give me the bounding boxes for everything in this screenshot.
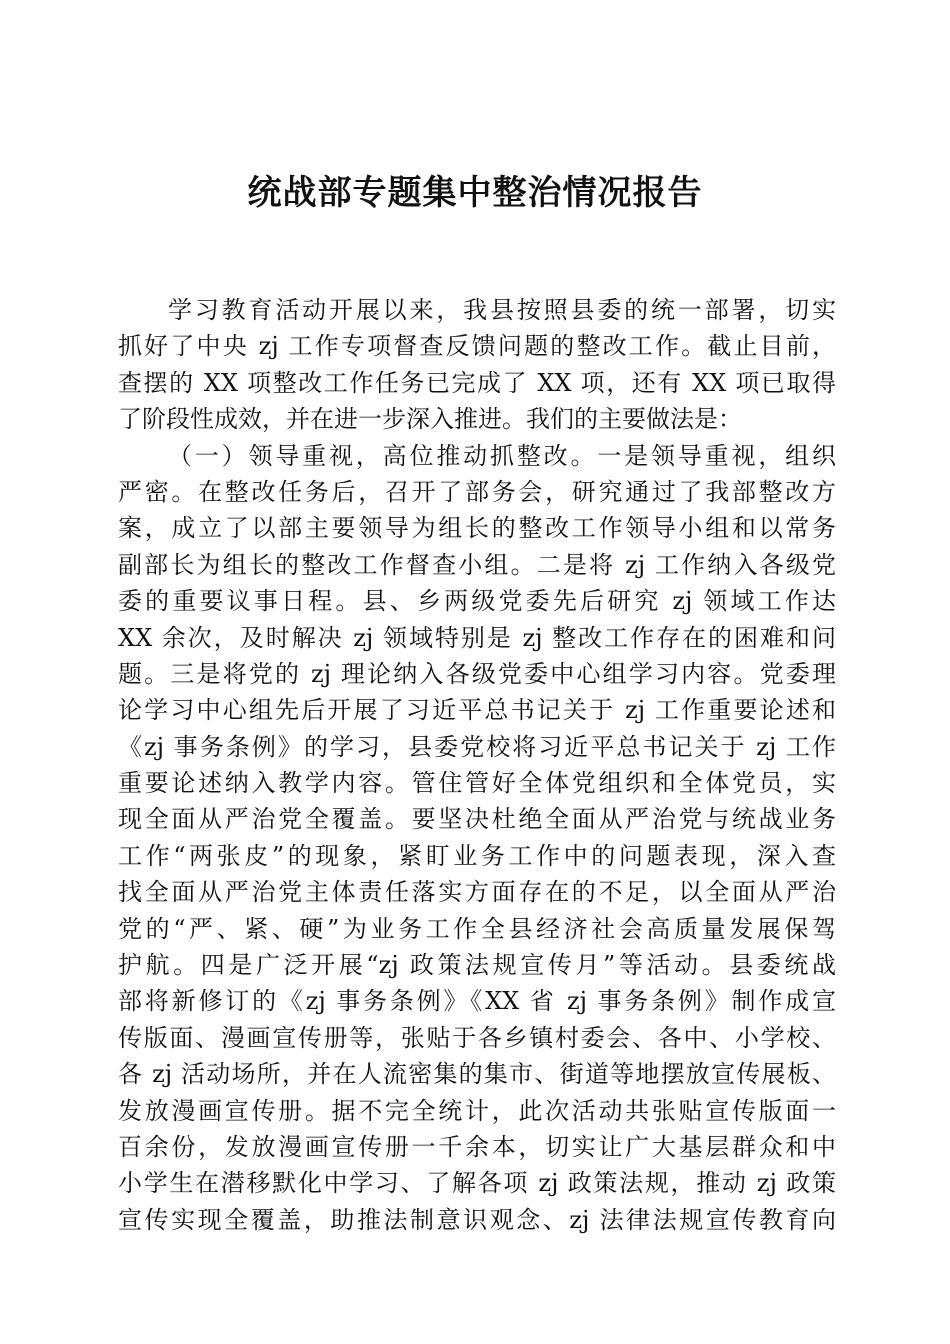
body-line: 题。三是将党的 zj 理论纳入各级党委中心组学习内容。党委理 [118, 659, 836, 688]
body-line: 现全面从严治党全覆盖。要坚决杜绝全面从严治党与统战业务 [118, 805, 836, 834]
body-line: 案，成立了以部主要领导为组长的整改工作领导小组和以常务 [118, 514, 836, 543]
body-line: 学习教育活动开展以来，我县按照县委的统一部署，切实 [168, 296, 836, 324]
body-line: 传版面、漫画宣传册等，张贴于各乡镇村委会、各中、小学校、 [118, 1023, 836, 1052]
body-line: 各 zj 活动场所，并在人流密集的集市、街道等地摆放宣传展板、 [118, 1060, 836, 1089]
body-line: 查摆的 XX 项整改工作任务已完成了 XX 项，还有 XX 项已取得 [118, 368, 836, 397]
body-line: 工作“两张皮”的现象，紧盯业务工作中的问题表现，深入查 [118, 841, 836, 870]
body-line: 副部长为组长的整改工作督查小组。二是将 zj 工作纳入各级党 [118, 550, 836, 579]
document-title: 统战部专题集中整治情况报告 [247, 173, 703, 213]
body-line: 党的“严、紧、硬”为业务工作全县经济社会高质量发展保驾 [118, 914, 836, 943]
body-line: 小学生在潜移默化中学习、了解各项 zj 政策法规，推动 zj 政策 [118, 1169, 836, 1198]
body-line: 百余份，发放漫画宣传册一千余本，切实让广大基层群众和中 [118, 1132, 836, 1161]
body-line: 护航。四是广泛开展“zj 政策法规宣传月”等活动。县委统战 [118, 951, 836, 980]
body-line: 了阶段性成效，并在进一步深入推进。我们的主要做法是： [118, 405, 742, 434]
document-body [118, 292, 836, 1238]
body-line: 宣传实现全覆盖，助推法制意识观念、zj 法律法规宣传教育向 [118, 1205, 836, 1234]
body-line: 部将新修订的《zj 事务条例》《XX 省 zj 事务条例》制作成宣 [118, 987, 836, 1016]
body-line: 论学习中心组先后开展了习近平总书记关于 zj 工作重要论述和 [118, 696, 836, 725]
body-line: 重要论述纳入教学内容。管住管好全体党组织和全体党员，实 [118, 769, 836, 798]
body-line: 《zj 事务条例》的学习，县委党校将习近平总书记关于 zj 工作 [118, 732, 836, 761]
body-line: 找全面从严治党主体责任落实方面存在的不足，以全面从严治 [118, 878, 836, 907]
body-line: 发放漫画宣传册。据不完全统计，此次活动共张贴宣传版面一 [118, 1096, 836, 1125]
body-line: 抓好了中央 zj 工作专项督查反馈问题的整改工作。截止目前， [118, 332, 836, 361]
body-line: 严密。在整改任务后，召开了部务会，研究通过了我部整改方 [118, 477, 836, 506]
body-line: （一）领导重视，高位推动抓整改。一是领导重视，组织 [168, 441, 836, 470]
body-line: XX 余次，及时解决 zj 领域特别是 zj 整改工作存在的困难和问 [118, 623, 836, 652]
body-line: 委的重要议事日程。县、乡两级党委先后研究 zj 领域工作达 [118, 587, 836, 616]
